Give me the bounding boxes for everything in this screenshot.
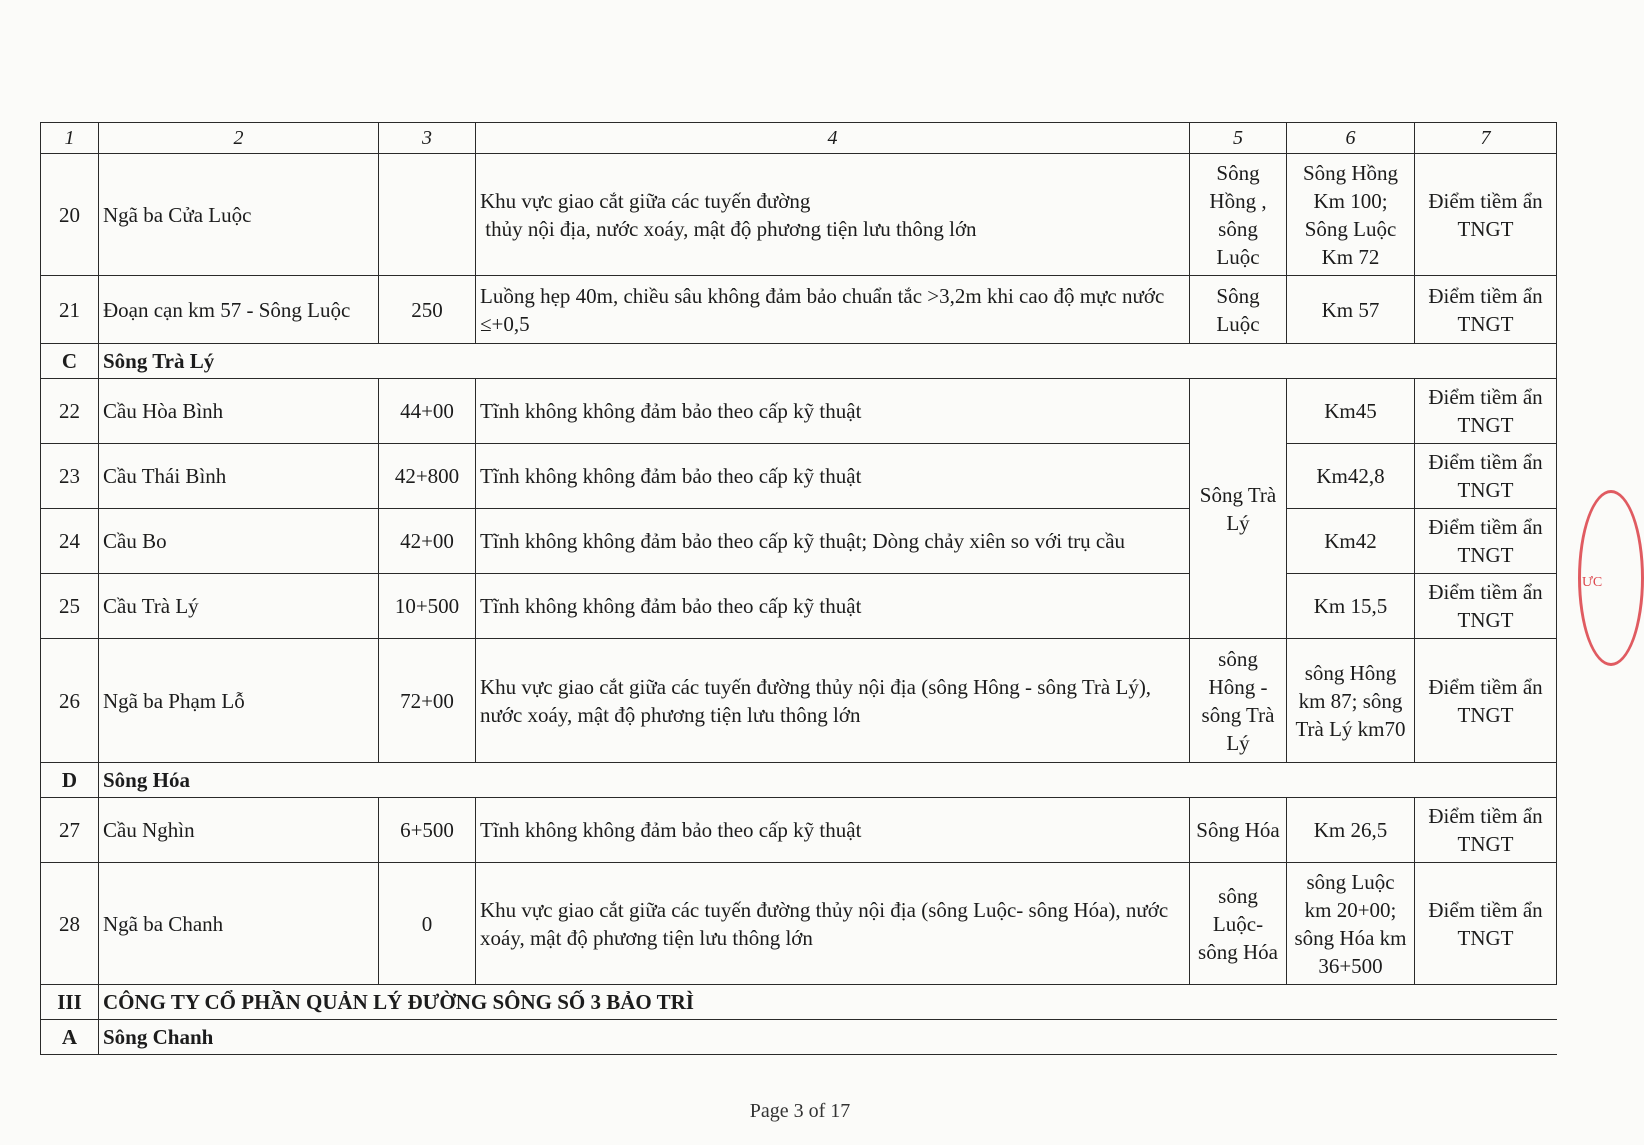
row-number: 28 (41, 863, 99, 985)
section-code: III (41, 985, 99, 1020)
note: Điểm tiềm ẩn TNGT (1415, 154, 1557, 276)
river-location: Sông Hồng Km 100; Sông Luộc Km 72 (1287, 154, 1415, 276)
section-row (41, 763, 1557, 798)
river-location: sông Luộc km 20+00; sông Hóa km 36+500 (1287, 863, 1415, 985)
table-row (41, 276, 1557, 344)
river-name: Sông Hóa (1190, 798, 1287, 863)
col-header: 2 (99, 123, 379, 154)
col-header: 1 (41, 123, 99, 154)
note: Điểm tiềm ẩn TNGT (1415, 798, 1557, 863)
location-name: Cầu Hòa Bình (99, 379, 379, 444)
section-code: D (41, 763, 99, 798)
location-name: Cầu Trà Lý (99, 574, 379, 639)
description: Tĩnh không không đảm bảo theo cấp kỹ thuật; Dòng chảy xiên so với trụ cầu (476, 509, 1190, 574)
column-number-header (41, 123, 1557, 154)
river-name: sông Luộc-sông Hóa (1190, 863, 1287, 985)
description (476, 154, 1190, 276)
description: Tĩnh không không đảm bảo theo cấp kỹ thuật (476, 574, 1190, 639)
km-position: 72+00 (379, 639, 476, 763)
river-location: sông Hông km 87; sông Trà Lý km70 (1287, 639, 1415, 763)
location-name: Cầu Bo (99, 509, 379, 574)
col-header: 5 (1190, 123, 1287, 154)
section-code: C (41, 344, 99, 379)
row-number: 27 (41, 798, 99, 863)
table-row (41, 639, 1557, 763)
section-row (41, 344, 1557, 379)
description-line: Khu vực giao cắt giữa các tuyến đường (480, 188, 811, 213)
river-location: Km42,8 (1287, 444, 1415, 509)
note: Điểm tiềm ẩn TNGT (1415, 574, 1557, 639)
note: Điểm tiềm ẩn TNGT (1415, 863, 1557, 985)
table-row (41, 509, 1557, 574)
section-title: Sông Trà Lý (99, 344, 1557, 379)
river-location: Km 57 (1287, 276, 1415, 344)
description: Tĩnh không không đảm bảo theo cấp kỹ thuật (476, 798, 1190, 863)
location-name: Cầu Thái Bình (99, 444, 379, 509)
river-location: Km 26,5 (1287, 798, 1415, 863)
table-row (41, 574, 1557, 639)
location-name: Đoạn cạn km 57 - Sông Luộc (99, 276, 379, 344)
row-number: 23 (41, 444, 99, 509)
description: Tĩnh không không đảm bảo theo cấp kỹ thuật (476, 444, 1190, 509)
km-position: 250 (379, 276, 476, 344)
location-name: Ngã ba Phạm Lỗ (99, 639, 379, 763)
km-position: 42+800 (379, 444, 476, 509)
row-number: 25 (41, 574, 99, 639)
river-location: Km45 (1287, 379, 1415, 444)
river-name: Sông Trà Lý (1190, 379, 1287, 639)
location-name: Ngã ba Chanh (99, 863, 379, 985)
table-row (41, 444, 1557, 509)
note: Điểm tiềm ẩn TNGT (1415, 276, 1557, 344)
km-position: 6+500 (379, 798, 476, 863)
stamp-lettering: ƯC (1582, 575, 1603, 590)
col-header: 6 (1287, 123, 1415, 154)
section-title: CÔNG TY CỔ PHẦN QUẢN LÝ ĐƯỜNG SÔNG SỐ 3 BẢO TRÌ (99, 985, 1557, 1020)
row-number: 24 (41, 509, 99, 574)
km-position: 44+00 (379, 379, 476, 444)
hazard-points-table (40, 122, 1557, 1055)
section-row (41, 985, 1557, 1020)
river-name: sông Hông - sông Trà Lý (1190, 639, 1287, 763)
description: Luồng hẹp 40m, chiều sâu không đảm bảo chuẩn tắc >3,2m khi cao độ mực nước ≤+0,5 (476, 276, 1190, 344)
page-footer: Page 3 of 17 (749, 1100, 851, 1122)
col-header: 4 (476, 123, 1190, 154)
table-row (41, 379, 1557, 444)
table-row (41, 798, 1557, 863)
note: Điểm tiềm ẩn TNGT (1415, 639, 1557, 763)
km-position: 10+500 (379, 574, 476, 639)
km-position: 42+00 (379, 509, 476, 574)
km-position: 0 (379, 863, 476, 985)
location-name: Ngã ba Cửa Luộc (99, 154, 379, 276)
note: Điểm tiềm ẩn TNGT (1415, 509, 1557, 574)
section-row (41, 1020, 1557, 1055)
description-line: thủy nội địa, nước xoáy, mật độ phương tiện lưu thông lớn (480, 216, 977, 241)
location-name: Cầu Nghìn (99, 798, 379, 863)
river-name: Sông Hồng , sông Luộc (1190, 154, 1287, 276)
description: Tĩnh không không đảm bảo theo cấp kỹ thuật (476, 379, 1190, 444)
table-row (41, 863, 1557, 985)
description: Khu vực giao cắt giữa các tuyến đường thủy nội địa (sông Luộc- sông Hóa), nước xoáy, mật độ phương tiện lưu thông lớn (476, 863, 1190, 985)
note: Điểm tiềm ẩn TNGT (1415, 444, 1557, 509)
col-header: 7 (1415, 123, 1557, 154)
km-position (379, 154, 476, 276)
section-title: Sông Chanh (99, 1020, 1557, 1055)
table-row (41, 154, 1557, 276)
section-title: Sông Hóa (99, 763, 1557, 798)
note: Điểm tiềm ẩn TNGT (1415, 379, 1557, 444)
river-name: Sông Luộc (1190, 276, 1287, 344)
river-location: Km42 (1287, 509, 1415, 574)
row-number: 21 (41, 276, 99, 344)
row-number: 22 (41, 379, 99, 444)
section-code: A (41, 1020, 99, 1055)
river-location: Km 15,5 (1287, 574, 1415, 639)
col-header: 3 (379, 123, 476, 154)
description: Khu vực giao cắt giữa các tuyến đường thủy nội địa (sông Hông - sông Trà Lý), nước xoáy, mật độ phương tiện lưu thông lớn (476, 639, 1190, 763)
row-number: 26 (41, 639, 99, 763)
row-number: 20 (41, 154, 99, 276)
